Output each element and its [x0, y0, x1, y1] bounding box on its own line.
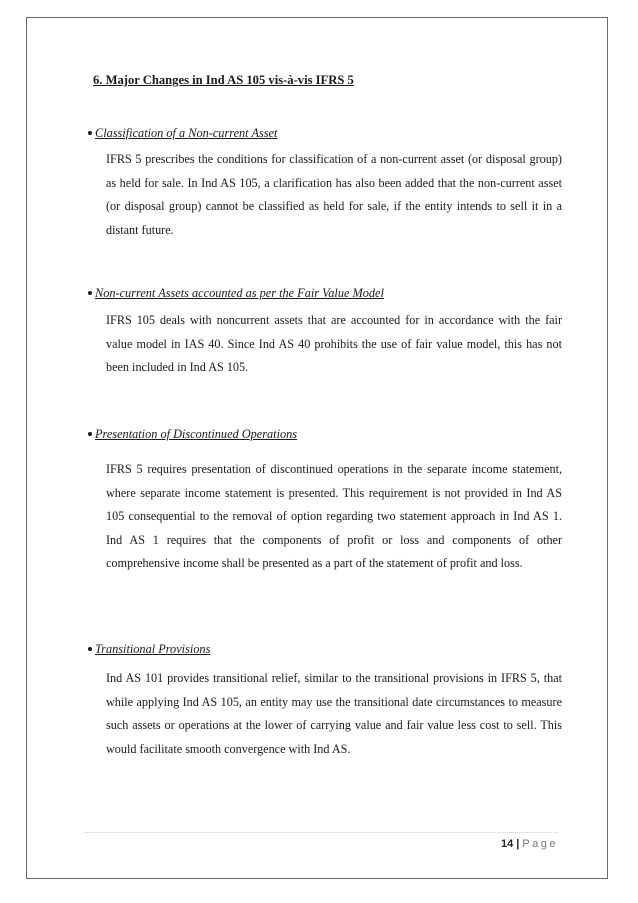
bullet-icon	[88, 647, 92, 651]
page-number: 14	[500, 838, 514, 850]
paragraph-classification: IFRS 5 prescribes the conditions for classification of a non-current asset (or disposal group) as held for sale. In Ind AS 105, a clarification has also been added that the non-current asset (or disposal group) cannot be classified as held for sale, if the entity intends to sell it in a distant future.	[106, 152, 562, 237]
bullet-discontinued-operations	[88, 427, 297, 442]
bullet-icon	[88, 291, 92, 295]
section-heading: 6. Major Changes in Ind AS 105 vis-à-vis IFRS 5	[93, 73, 354, 87]
bullet-title: Transitional Provisions	[95, 642, 211, 656]
paragraph-fair-value-model: IFRS 105 deals with noncurrent assets that are accounted for in accordance with the fair value model in IAS 40. Since Ind AS 40 prohibits the use of fair value model, this has not been included in Ind AS 105.	[106, 313, 562, 374]
bullet-icon	[88, 131, 92, 135]
page-label: Page	[522, 838, 558, 850]
footer-separator: |	[516, 838, 520, 850]
bullet-title: Classification of a Non-current Asset	[95, 126, 278, 140]
page-footer	[501, 838, 558, 850]
bullet-classification	[88, 126, 277, 141]
footer-divider	[84, 832, 558, 833]
bullet-transitional-provisions	[88, 642, 210, 657]
bullet-fair-value-model	[88, 286, 384, 301]
paragraph-discontinued-operations: IFRS 5 requires presentation of discontinued operations in the separate income statement, where separate income statement is presented. This requirement is not provided in Ind AS 105 consequential to the removal of option regarding two statement approach in Ind AS 1. Ind AS 1 requires that the components of profit or loss and components of other comprehensive income shall be presented as a part of the statement of profit and loss.	[106, 462, 562, 570]
bullet-title: Non-current Assets accounted as per the Fair Value Model	[95, 286, 384, 300]
paragraph-transitional-provisions: Ind AS 101 provides transitional relief, similar to the transitional provisions in IFRS 5, that while applying Ind AS 105, an entity may use the transitional date circumstances to measure such assets or operations at the lower of carrying value and fair value less cost to sell. This would facilitate smooth convergence with Ind AS.	[106, 671, 562, 756]
bullet-icon	[88, 432, 92, 436]
bullet-title: Presentation of Discontinued Operations	[95, 427, 298, 441]
